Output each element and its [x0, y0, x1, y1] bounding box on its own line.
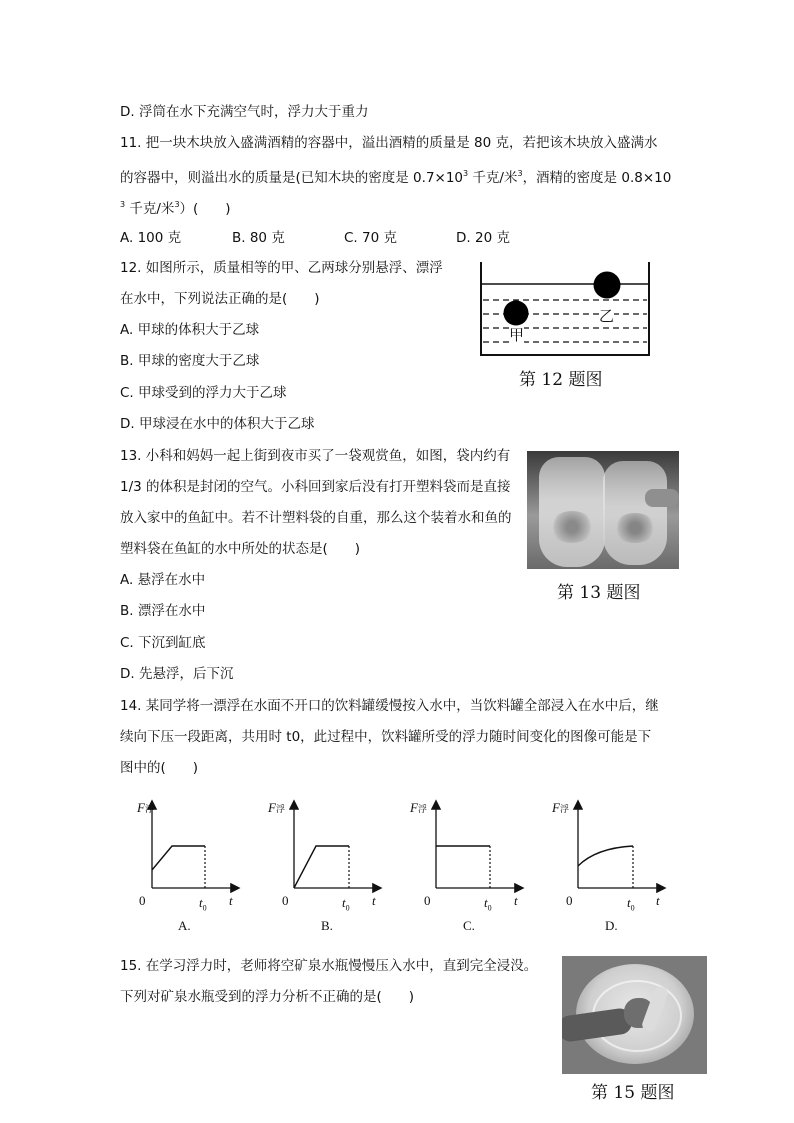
graph-d-t0: $t_0$ [627, 895, 635, 913]
q12-option-a: A. 甲球的体积大于乙球 [120, 322, 260, 338]
graph-d-x-label: t [656, 893, 660, 908]
fish-bag-photo [527, 451, 679, 569]
q13-stem-line1: 13. 小科和妈妈一起上街到夜市买了一袋观赏鱼，如图，袋内约有 [120, 448, 511, 464]
q12-option-d: D. 甲球浸在水中的体积大于乙球 [120, 416, 315, 432]
ball-jia [504, 301, 529, 326]
q13-stem-line2: 1/3 的体积是封闭的空气。小科回到家后没有打开塑料袋而是直接 [120, 479, 511, 495]
q13-option-d: D. 先悬浮，后下沉 [120, 666, 234, 682]
q13-option-b: B. 漂浮在水中 [120, 603, 206, 619]
graph-a-caption: A. [178, 918, 191, 933]
q12-stem-line1: 12. 如图所示，质量相等的甲、乙两球分别悬浮、漂浮 [120, 260, 443, 276]
graph-b-y-label: F浮 [268, 800, 285, 815]
q12-option-c: C. 甲球受到的浮力大于乙球 [120, 385, 287, 401]
q12-caption: 第 12 题图 [519, 370, 603, 390]
q11-option-a: A. 100 克 [120, 230, 182, 246]
graph-b-caption: B. [321, 918, 333, 933]
q13-option-a: A. 悬浮在水中 [120, 572, 206, 588]
q11-option-b: B. 80 克 [232, 230, 285, 246]
graph-b-origin: 0 [282, 893, 289, 908]
q12-option-b: B. 甲球的密度大于乙球 [120, 353, 260, 369]
q11-stem-line1: 11. 把一块木块放入盛满酒精的容器中，溢出酒精的质量是 80 克，若把该木块放入盛满水 [120, 135, 658, 151]
q11-option-d: D. 20 克 [456, 230, 510, 246]
q13-caption: 第 13 题图 [557, 583, 641, 603]
graph-c-caption: C. [463, 918, 475, 933]
q15-caption: 第 15 题图 [591, 1083, 675, 1103]
q14-stem-line1: 14. 某同学将一漂浮在水面不开口的饮料罐缓慢按入水中，当饮料罐全部浸入在水中后，继 [120, 698, 659, 714]
q13-option-c: C. 下沉到缸底 [120, 635, 206, 651]
graph-c-x-label: t [514, 893, 518, 908]
graph-d [556, 798, 668, 894]
graph-b [272, 798, 384, 894]
graph-c-y-label: F浮 [410, 800, 427, 815]
bottle-bowl-photo [562, 956, 707, 1074]
graph-a-x-label: t [229, 893, 233, 908]
graph-c-origin: 0 [424, 893, 431, 908]
graph-d-origin: 0 [566, 893, 573, 908]
q14-stem-line3: 图中的( ) [120, 760, 199, 776]
q14-stem-line2: 续向下压一段距离，共用时 t0，此过程中，饮料罐所受的浮力随时间变化的图像可能是下 [120, 729, 652, 745]
q13-stem-line4: 塑料袋在鱼缸的水中所处的状态是( ) [120, 541, 361, 557]
ball-yi [594, 272, 621, 299]
q12-container-figure [478, 262, 653, 358]
q13-stem-line3: 放入家中的鱼缸中。若不计塑料袋的自重，那么这个装着水和鱼的 [120, 510, 512, 526]
q15-stem-line2: 下列对矿泉水瓶受到的浮力分析不正确的是( ) [120, 989, 415, 1005]
q15-stem-line1: 15. 在学习浮力时，老师将空矿泉水瓶慢慢压入水中，直到完全浸没。 [120, 958, 538, 974]
q11-stem-line2: 的容器中，则溢出水的质量是(已知木块的密度是 $0.7\times 10^3$ 千克/米$^3$，酒精的密度是 0.8×10 [120, 169, 672, 186]
q12-stem-line2: 在水中，下列说法正确的是( ) [120, 291, 320, 307]
label-yi: 乙 [599, 307, 615, 325]
graph-b-x-label: t [372, 893, 376, 908]
graph-a-y-label: F浮 [137, 800, 154, 815]
q11-option-c: C. 70 克 [344, 230, 397, 246]
graph-a-t0: $t_0$ [199, 895, 207, 913]
graph-a-origin: 0 [139, 893, 146, 908]
graph-c-t0: $t_0$ [484, 895, 492, 913]
graph-d-y-label: F浮 [552, 800, 569, 815]
graph-d-caption: D. [605, 918, 618, 933]
q10-option-d: D. 浮筒在水下充满空气时，浮力大于重力 [120, 104, 369, 120]
label-jia: 甲 [509, 326, 525, 344]
graph-c [414, 798, 526, 894]
graph-b-t0: $t_0$ [342, 895, 350, 913]
q11-stem-line3: $^3$ 千克/米$^3$）( ) [120, 200, 231, 217]
